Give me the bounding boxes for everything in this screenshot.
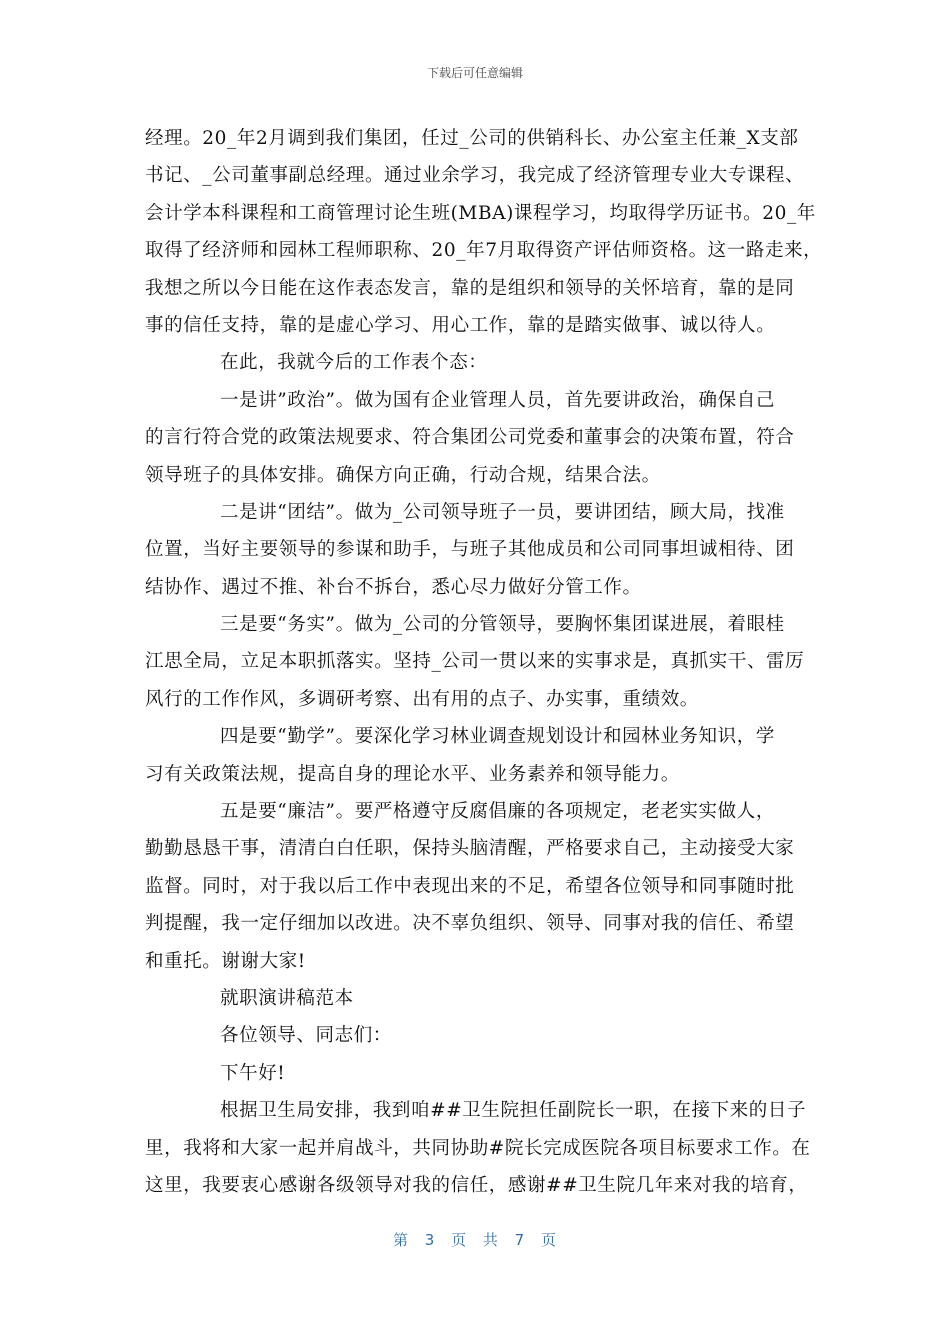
paragraph-start: 二是讲“团结”。做为_公司领导班子一员，要讲团结，顾大局，找准 <box>220 501 785 523</box>
paragraph-start: 一是讲”政治”。做为国有企业管理人员，首先要讲政治，确保自己 <box>220 389 775 411</box>
paragraph-start: 三是要“务实”。做为_公司的分管领导，要胸怀集团谋进展，着眼桂 <box>220 614 785 636</box>
text-line: 和重托。谢谢大家! <box>145 950 306 972</box>
text-line: 事的信任支持，靠的是虚心学习、用心工作，靠的是踏实做事、诚以待人。 <box>145 314 776 336</box>
text-line: 里，我将和大家一起并肩战斗，共同协助#院长完成医院各项目标要求工作。在 <box>145 1137 811 1159</box>
text-line: 勤勤恳恳干事，清清白白任职，保持头脑清醒，严格要求自己，主动接受大家 <box>145 838 795 860</box>
paragraph-start: 在此，我就今后的工作表个态： <box>220 352 488 374</box>
text-line: 书记、_公司董事副总经理。通过业余学习，我完成了经济管理专业大专课程、 <box>145 165 805 187</box>
text-line: 风行的工作作风，多调研考察、出有用的点子、办实事，重绩效。 <box>145 688 699 710</box>
paragraph-start: 四是要“勤学”。要深化学习林业调查规划设计和园林业务知识，学 <box>220 726 775 748</box>
document-body <box>145 120 823 1204</box>
page-footer: 第 3 页 共 7 页 <box>393 1231 557 1249</box>
text-line: 会计学本科课程和工商管理讨论生班(MBA)课程学习，均取得学历证书。20_年 <box>145 202 816 224</box>
text-line: 这里，我要衷心感谢各级领导对我的信任，感谢##卫生院几年来对我的培育， <box>145 1174 808 1196</box>
text-line: 习有关政策法规，提高自身的理论水平、业务素养和领导能力。 <box>145 763 680 785</box>
text-line: 江思全局，立足本职抓落实。坚持_公司一贯以来的实事求是，真抓实干、雷厉 <box>145 651 805 673</box>
text-line: 我想之所以今日能在这作表态发言，靠的是组织和领导的关怀培育，靠的是同 <box>145 277 795 299</box>
text-line: 领导班子的具体安排。确保方向正确，行动合规，结果合法。 <box>145 464 661 486</box>
text-line: 监督。同时，对于我以后工作中表现出来的不足，希望各位领导和同事随时批 <box>145 875 795 897</box>
paragraph-start: 五是要“廉洁”。要严格遵守反腐倡廉的各项规定，老老实实做人， <box>220 801 775 823</box>
text-line: 位置，当好主要领导的参谋和助手，与班子其他成员和公司同事坦诚相待、团 <box>145 539 795 561</box>
greeting: 下午好! <box>220 1062 286 1084</box>
paragraph-start: 根据卫生局安排，我到咱##卫生院担任副院长一职，在接下来的日子 <box>220 1100 807 1122</box>
text-line: 取得了经济师和园林工程师职称、20_年7月取得资产评估师资格。这一路走来， <box>145 240 823 262</box>
text-line: 经理。20_年2月调到我们集团，任过_公司的供销科长、办公室主任兼_X支部 <box>145 128 799 149</box>
page-header: 下载后可任意编辑 <box>426 66 523 80</box>
text-line: 判提醒，我一定仔细加以改进。决不辜负组织、领导、同事对我的信任、希望 <box>145 913 795 935</box>
section-title: 就职演讲稿范本 <box>220 987 354 1009</box>
text-line: 的言行符合党的政策法规要求、符合集团公司党委和董事会的决策布置，符合 <box>145 427 795 449</box>
text-line: 结协作、遇过不推、补台不拆台，悉心尽力做好分管工作。 <box>145 576 642 598</box>
salutation: 各位领导、同志们： <box>220 1025 392 1047</box>
